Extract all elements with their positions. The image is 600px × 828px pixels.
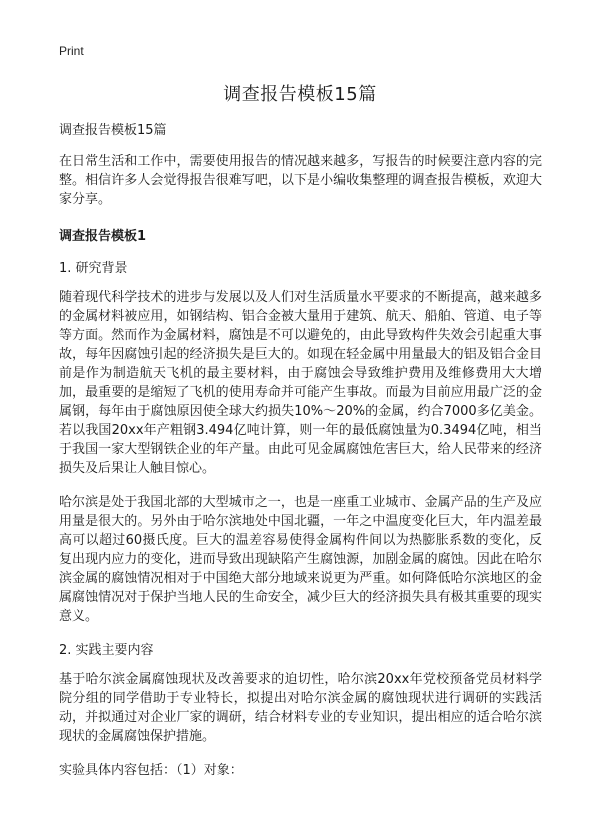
paragraph-background-1: 随着现代科学技术的进步与发展以及人们对生活质量水平要求的不断提高，越来越多的金属材料被应用，如钢结构、铝合金被大量用于建筑、航天、船舶、管道、电子等等方面。然而作为金属材料，腐蚀是不可以避免的，由此导致构件失效会引起重大事故，每年因腐蚀引起的经济损失是巨大的。如现在轻金属中用量最大的铝及铝合金目前是作为制造航天飞机的最主要材料，由于腐蚀会导致维护费用及维修费用大大增加，最重要的是缩短了飞机的使用寿命并可能产生事故。而最为目前应用最广泛的金属钢，每年由于腐蚀原因使全球大约损失10%～20%的金属，约合7000多亿美金。若以我国20xx年产粗钢3.494亿吨计算，则一年的最低腐蚀量为0.3494亿吨，相当于我国一家大型钢铁企业的年产量。由此可见金属腐蚀危害巨大，给人民带来的经济损失及后果让人触目惊心。 [59, 290, 542, 476]
heading-practice-content: 2. 实践主要内容 [59, 643, 154, 658]
paragraph-practice-2: 实验具体内容包括：（1）对象： [59, 763, 243, 778]
intro-paragraph: 在日常生活和工作中，需要使用报告的情况越来越多，写报告的时候要注意内容的完整。相信许多人会觉得报告很难写吧，以下是小编收集整理的调查报告模板，欢迎大家分享。 [59, 154, 542, 207]
document-subtitle: 调查报告模板15篇 [59, 123, 167, 138]
section-heading: 调查报告模板1 [59, 229, 147, 244]
paragraph-practice-1: 基于哈尔滨金属腐蚀现状及改善要求的迫切性，哈尔滨20xx年党校预备党员材料学院分组的同学借助于专业特长，拟提出对哈尔滨金属的腐蚀现状进行调研的实践活动，并拟通过对企业厂家的调研，结合材料专业的专业知识，提出相应的适合哈尔滨现状的金属腐蚀保护措施。 [59, 672, 542, 744]
print-link[interactable]: Print [59, 44, 84, 58]
heading-research-background: 1. 研究背景 [59, 261, 128, 276]
document-body [59, 121, 542, 795]
paragraph-background-2: 哈尔滨是处于我国北部的大型城市之一，也是一座重工业城市、金属产品的生产及应用量是很大的。另外由于哈尔滨地处中国北疆，一年之中温度变化巨大，年内温差最高可以超过60摄氏度。巨大的温差容易使得金属构件间以为热膨胀系数的变化，反复出现内应力的变化，进而导致出现缺陷产生腐蚀源，加剧金属的腐蚀。因此在哈尔滨金属的腐蚀情况相对于中国绝大部分地域来说更为严重。如何降低哈尔滨地区的金属腐蚀情况对于保护当地人民的生命安全，减少巨大的经济损失具有极其重要的现实意义。 [59, 495, 542, 624]
page-title: 调查报告模板15篇 [223, 84, 377, 105]
